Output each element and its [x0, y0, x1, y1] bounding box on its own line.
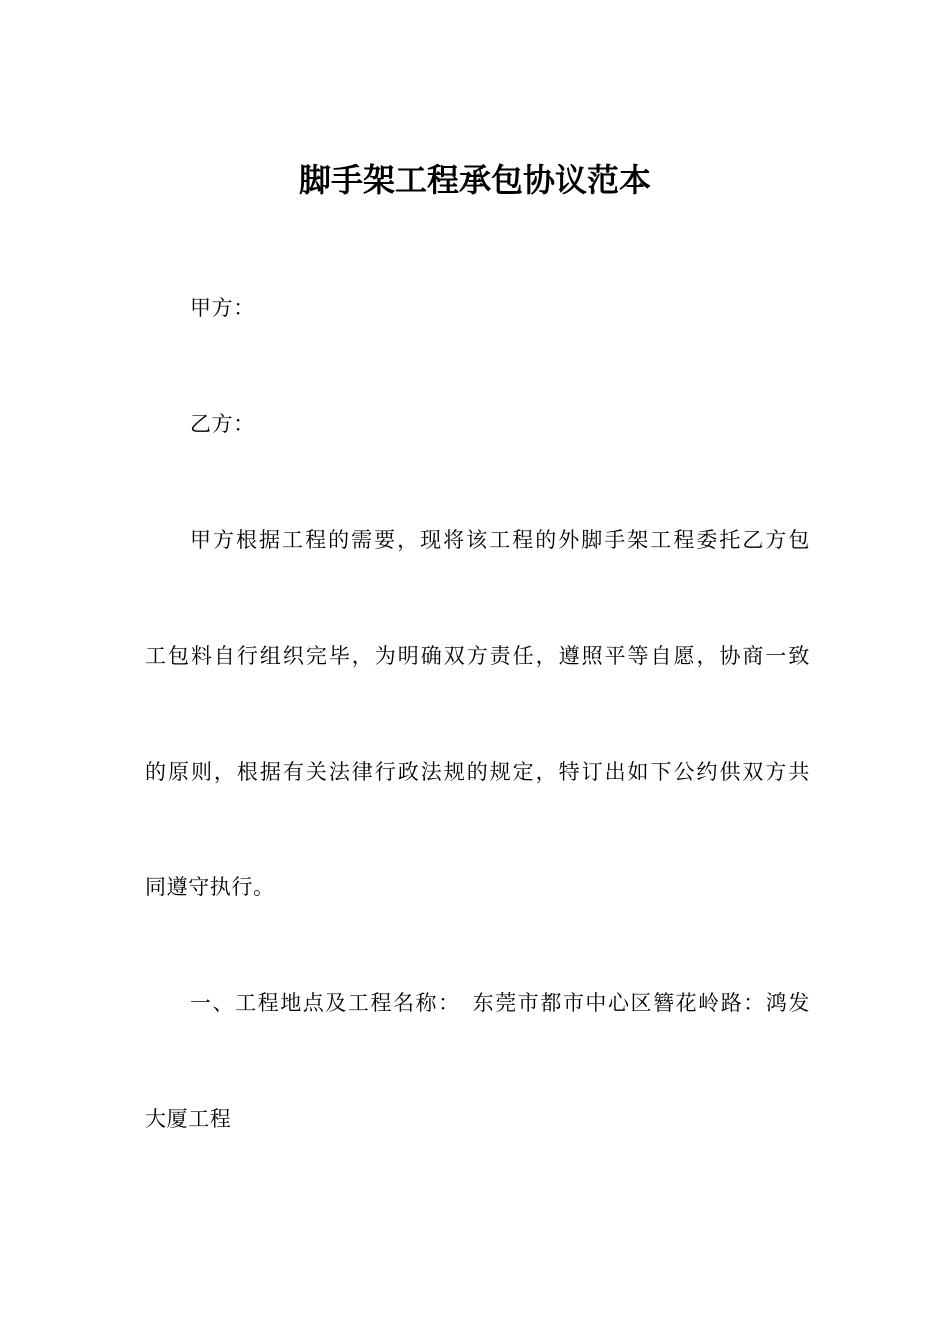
intro-line-2: 工包料自行组织完毕，为明确双方责任，遵照平等自愿，协商一致: [145, 644, 810, 668]
party-b-label: 乙方：: [190, 412, 255, 436]
document-title: 脚手架工程承包协议范本: [298, 161, 651, 199]
party-a-label: 甲方：: [190, 296, 255, 320]
intro-line-4: 同遵守执行。: [145, 875, 275, 899]
section1-line-1: 一、工程地点及工程名称： 东莞市都市中心区簪花岭路：鸿发: [190, 991, 810, 1015]
intro-line-1: 甲方根据工程的需要，现将该工程的外脚手架工程委托乙方包: [190, 528, 810, 552]
section1-line-2: 大厦工程: [145, 1107, 232, 1131]
intro-line-3: 的原则，根据有关法律行政法规的规定，特订出如下公约供双方共: [145, 760, 810, 784]
